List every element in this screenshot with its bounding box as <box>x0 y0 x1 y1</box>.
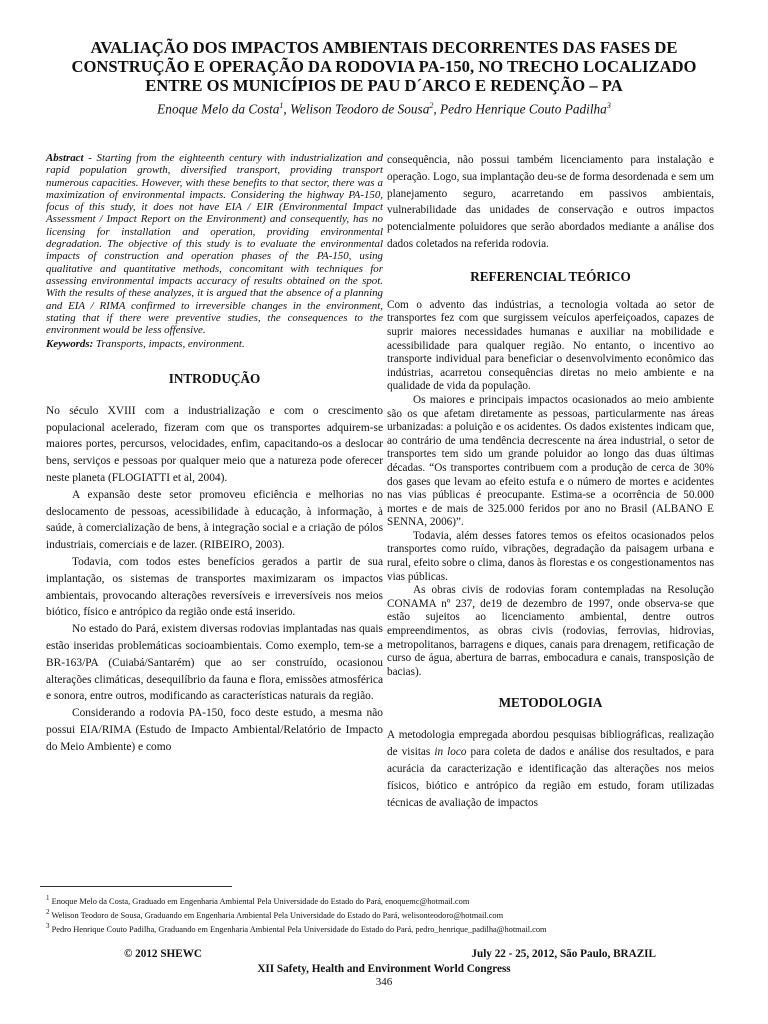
paragraph: No século XVIII com a industrialização e com o crescimento populacional acelerado, fizeram com que os transportes adquirem-se maiores portes, percursos, velocidades, enfim, capacitando-os a deslocar bens, serviços e pessoas por qualquer meio que a natureza pode oferecer neste planeta (FLOGIATTI et al, 2004). <box>46 404 383 484</box>
abstract-label: Abstract <box>46 152 84 164</box>
page-footer <box>40 948 728 975</box>
author-footnote-marker[interactable]: 1 <box>279 101 284 110</box>
right-column <box>387 152 714 811</box>
paragraph: A expansão deste setor promoveu eficiência e melhorias no deslocamento de pessoas, acessibilidade à educação, à informação, à saúde, à comercialização de bens, à integração social e a criação de pólos industriais, comerciais e de lazer. (RIBEIRO, 2003). <box>46 488 383 552</box>
paragraph: Considerando a rodovia PA-150, foco deste estudo, a mesma não possui EIA/RIMA (Estudo de Impacto Ambiental/Relatório de Impacto do Meio Ambiente) e como <box>46 707 383 753</box>
title-line: AVALIAÇÃO DOS IMPACTOS AMBIENTAIS DECORRENTES DAS FASES DE <box>90 38 678 57</box>
metodologia-italic: in loco <box>434 746 467 759</box>
metodologia-text: A metodologia empregada abordou pesquisas bibliográficas, realização de visitas <box>387 729 714 759</box>
keywords-text: Transports, impacts, environment. <box>93 338 245 351</box>
footnote-text: Pedro Henrique Couto Padilha, Graduando em Engenharia Ambiental Pela Universidade do Estado do Pará, pedro_henrique_padilha@hotmail.com <box>49 925 547 935</box>
keywords <box>46 338 383 350</box>
author-name: Pedro Henrique Couto Padilha <box>440 101 607 117</box>
paragraph: Os maiores e principais impactos ocasionados ao meio ambiente são os que afetam diretamente as pessoas, particularmente nas áreas urbanizadas: a poluição e os acidentes. Os dados existentes indicam que, ao contrário de uma tendência decrescente na área industrial, o setor de transportes tem sido um grande poluidor ao longo das duas últimas décadas. “Os transportes contribuem com a produção de cerca de 30% dos gases que levam ao efeito estufa e o número de mortes e acidentes nas vias públicas é preocupante. Estima-se a ocorrência de 50.000 mortes e de mais de 325.000 feridos por ano no Brasil (ALBANO E SENNA, 2006)”. <box>387 393 714 529</box>
author-name: Welison Teodoro de Sousa <box>290 101 430 117</box>
paragraph: Com o advento das indústrias, a tecnologia voltada ao setor de transportes fez com que surgissem veículos aperfeiçoados, capazes de suprir maiores necessidades humanas e auxiliar na mobilidade e acessibilidade para qualquer região. No entanto, o incentivo ao transporte individual para beneficiar o desenvolvimento econômico das indústrias, acarretou consequências diretas no meio ambiente e na qualidade de vida da população. <box>387 298 714 393</box>
footnote-number: 1 <box>46 894 50 902</box>
paper-title <box>40 38 728 95</box>
footnote-number: 2 <box>46 908 50 917</box>
paragraph: No estado do Pará, existem diversas rodovias implantadas nas quais estão inseridas problemáticas socioambientais. Como exemplo, tem-se a BR-163/PA (Cuiabá/Santarém) que ao ser construído, ocasionou alterações climáticas, desequilíbrio da fauna e flora, emissões atmosférica e sonora, entre outros, modificando as características naturais da região. <box>46 623 383 703</box>
author-footnote-marker[interactable]: 3 <box>606 101 611 110</box>
paragraph: Todavia, com todos estes benefícios gerados a partir de sua implantação, os sistemas de transportes maximizaram os impactos ambientais, provocando alterações reversíveis e irreversíveis nos meios biótico, físico e antrópico da região onde está inserido. <box>46 555 383 619</box>
abstract-text: - Starting from the eighteenth century with industrialization and rapid population growth, diversified transport, providing transport numerous capacities. However, with these benefits to that sector, there was a maximization of environmental impacts. Considering the highway PA-150, focus of this study, it does not have EIA / EIR (Environmental Impact Assessment / Impact Report on the Environment) and consequently, has no licensing for installation and operation, providing environmental degradation. The objective of this study is to evaluate the environmental impacts of construction and operation phases of the PA-150, using qualitative and quantitative methods, concomitant with techniques for assessing environmental impacts accuracy of results obtained on the spot. With the results of these analyzes, it is argued that the absence of a planning and EIA / RIMA confirmed to irreversible changes in the environment, stating that if there were preventive studies, the consequences to the environment would be less offensive. <box>46 152 383 337</box>
footer-date-location: July 22 - 25, 2012, São Paulo, BRAZIL <box>471 948 656 960</box>
left-column <box>46 152 383 755</box>
paragraph: Todavia, além desses fatores temos os efeitos ocasionados pelos transportes como ruído, vibrações, degradação da paisagem urbana e rural, efeito sobre o clima, danos às florestas e os congestionamentos nas vias públicas. <box>387 529 714 583</box>
footnote <box>46 893 726 907</box>
section-heading-introducao: INTRODUÇÃO <box>168 370 261 386</box>
footnotes <box>46 893 726 936</box>
keywords-label: Keywords: <box>46 338 94 351</box>
footer-copyright: © 2012 SHEWC <box>124 948 202 960</box>
footer-congress: XII Safety, Health and Environment World Congress <box>257 963 511 975</box>
metodologia-text: para coleta de dados e análise dos resultados, e para acurácia da caracterização e identificação das alterações nos meios físicos, biótico e antrópico da região em estudo, foram utilizadas técnicas de avaliação de impactos <box>387 746 715 809</box>
title-line: ENTRE OS MUNICÍPIOS DE PAU D´ARCO E REDENÇÃO – PA <box>145 76 623 95</box>
title-line: CONSTRUÇÃO E OPERAÇÃO DA RODOVIA PA-150, NO TRECHO LOCALIZADO <box>71 57 697 76</box>
footnote <box>46 921 726 935</box>
section-heading-metodologia: METODOLOGIA <box>498 695 603 711</box>
paragraph: consequência, não possui também licenciamento para instalação e operação. Logo, sua implantação deu-se de forma desordenada e sem um planejamento seguro, acarretando em passivos ambientais, vulnerabilidade das unidades de conservação e outros impactos potencialmente poluidores que serão abordados mediante a análise dos dados coletados na referida rodovia. <box>387 154 714 250</box>
page-number: 346 <box>375 976 393 988</box>
footnote-text: Enoque Melo da Costa, Graduado em Engenharia Ambiental Pela Universidade do Estado do Pará, enoquemc@hotmail.com <box>49 896 470 906</box>
abstract <box>46 152 383 336</box>
paragraph: As obras civis de rodovias foram contempladas na Resolução CONAMA nº 237, de19 de dezembro de 1997, onde observa-se que estão sujeitos ao licenciamento ambiental, dentre outros empreendimentos, as obras civis (rodovias, ferrovias, hidrovias, metropolitanos, barragens e diques, canais para drenagem, retificação de curso de água, abertura de barras, embocadura e canais, transposição de bacias). <box>387 584 714 678</box>
footnote-number: 3 <box>46 922 50 931</box>
section-heading-referencial: REFERENCIAL TEÓRICO <box>470 268 631 284</box>
footnote-text: Welison Teodoro de Sousa, Graduando em Engenharia Ambiental Pela Universidade do Estado do Pará, welisonteodoro@hotmail.com <box>49 911 504 920</box>
author-name: Enoque Melo da Costa <box>157 101 280 117</box>
footnote <box>46 907 726 921</box>
paragraph <box>387 727 714 811</box>
author-list: Enoque Melo da Costa$^1$, Welison Teodoro de Sousa$^2$, Pedro Henrique Couto Padilha$^3$ <box>157 101 611 117</box>
author-footnote-marker[interactable]: 2 <box>429 101 434 110</box>
footnote-divider <box>40 886 232 887</box>
